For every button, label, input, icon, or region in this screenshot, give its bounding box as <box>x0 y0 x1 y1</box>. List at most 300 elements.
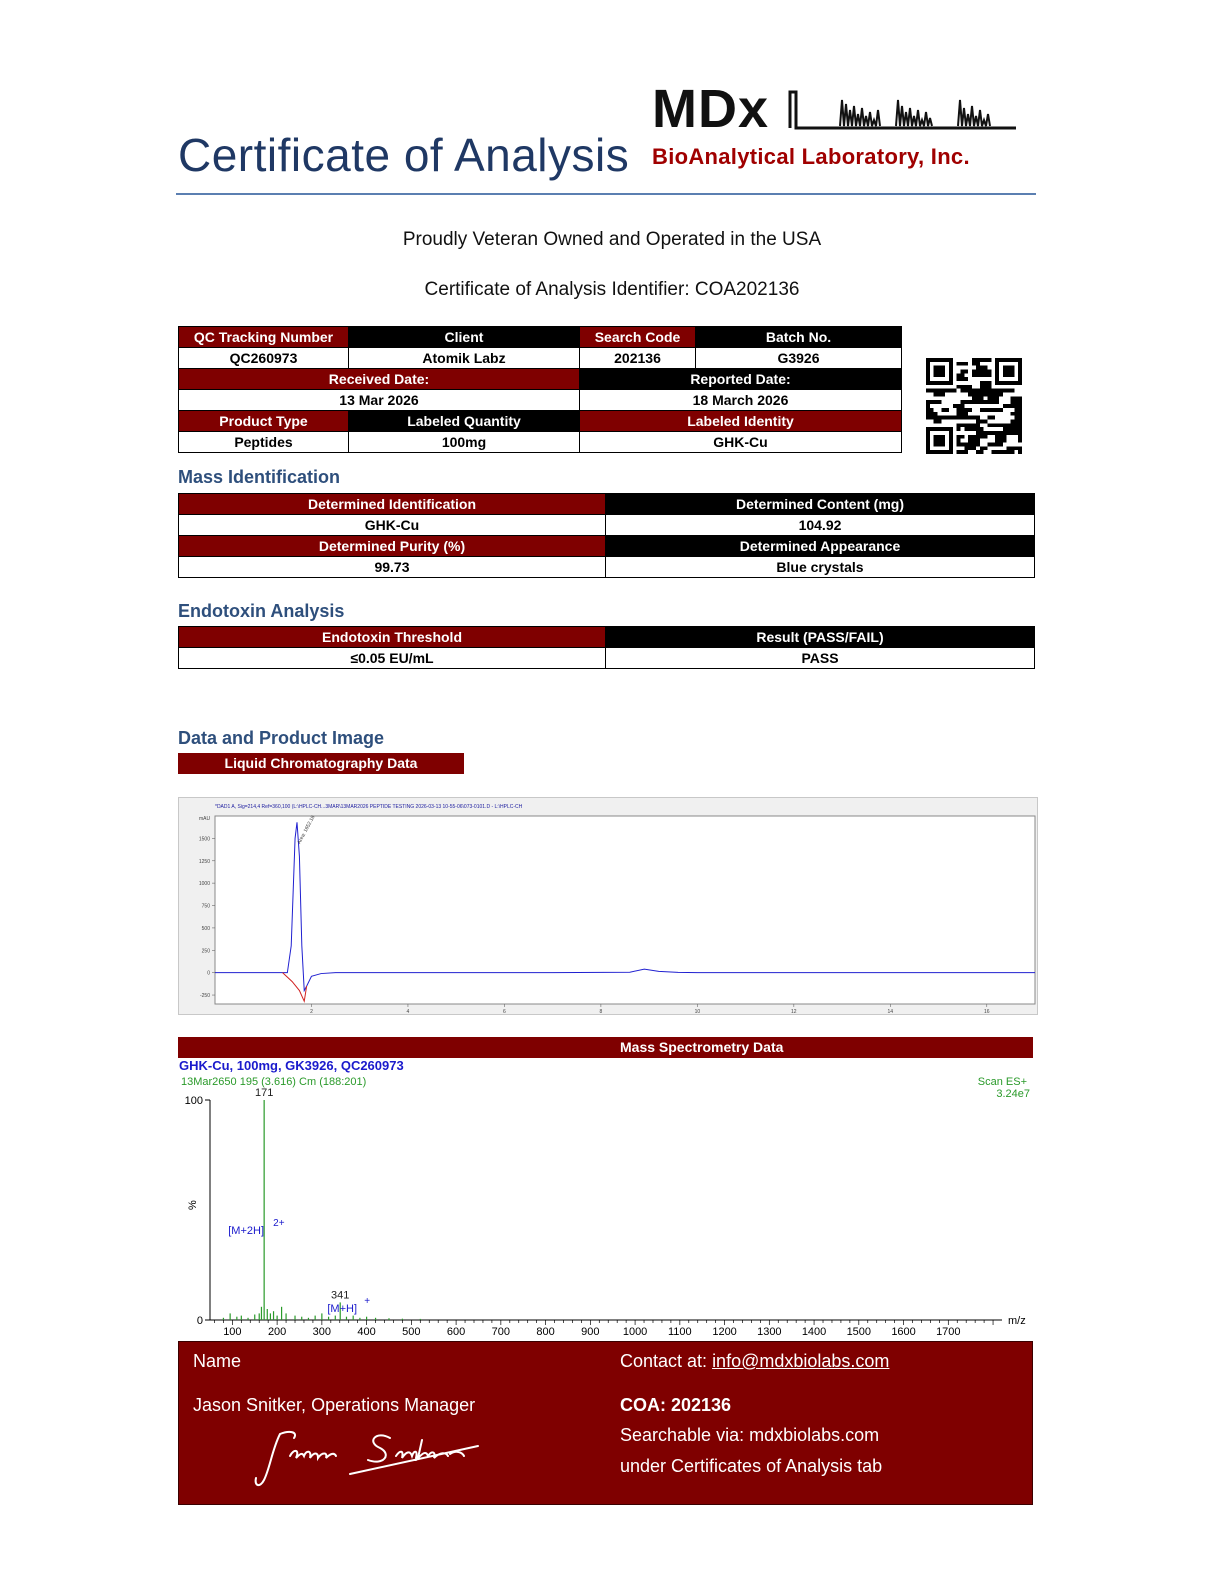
qr-module <box>957 416 961 420</box>
qr-module <box>991 416 995 420</box>
qr-module <box>999 393 1003 397</box>
qr-module <box>972 400 976 404</box>
qr-module <box>964 446 968 450</box>
qr-module <box>1018 408 1022 412</box>
qr-module <box>1018 412 1022 416</box>
qr-finder-inner <box>934 366 946 378</box>
qr-module <box>991 423 995 427</box>
qr-module <box>984 370 988 374</box>
qr-module <box>964 427 968 431</box>
qr-module <box>1007 450 1011 454</box>
labeled-identity-value: GHK-Cu <box>580 432 902 453</box>
qr-module <box>926 400 930 404</box>
endotoxin-result-header: Result (PASS/FAIL) <box>606 627 1035 648</box>
ms-x-tick-label: 1400 <box>801 1326 827 1338</box>
qr-module <box>995 450 999 454</box>
determined-content-value: 104.92 <box>606 515 1035 536</box>
qr-module <box>964 408 968 412</box>
lc-x-tick-label: 12 <box>791 1009 797 1015</box>
qr-module <box>957 439 961 443</box>
signatory-name: Jason Snitker, Operations Manager <box>193 1395 476 1415</box>
qr-module <box>984 393 988 397</box>
ms-x-tick-label: 1700 <box>936 1326 961 1338</box>
endotoxin-threshold-header: Endotoxin Threshold <box>179 627 606 648</box>
qr-module <box>957 442 961 446</box>
qr-module <box>991 431 995 435</box>
qr-module <box>961 389 965 393</box>
lc-x-tick-label: 4 <box>406 1009 410 1015</box>
ms-y-tick-label: 0 <box>196 1315 203 1327</box>
qr-module <box>972 396 976 400</box>
certificates-tab-line: under Certificates of Analysis tab <box>620 1456 883 1476</box>
qr-module <box>972 393 976 397</box>
qr-module <box>999 389 1003 393</box>
qr-module <box>987 370 991 374</box>
batch-header: Batch No. <box>696 327 902 348</box>
ms-x-tick-label: 800 <box>536 1326 555 1338</box>
qr-module <box>972 423 976 427</box>
qr-module <box>964 385 968 389</box>
ms-x-tick-label: 1600 <box>891 1326 916 1338</box>
qr-module <box>953 404 957 408</box>
qr-module <box>972 373 976 377</box>
qr-module <box>1018 400 1022 404</box>
ms-header-bar <box>178 1037 1033 1058</box>
qr-module <box>991 400 995 404</box>
ms-x-tick-label: 600 <box>446 1326 466 1338</box>
qr-module <box>995 408 999 412</box>
mass-spectrum-chart <box>178 1058 1033 1340</box>
qr-module <box>961 362 965 366</box>
qr-module <box>972 416 976 420</box>
qr-module <box>930 416 934 420</box>
qr-module <box>1018 423 1022 427</box>
qr-module <box>964 389 968 393</box>
ms-peak-label: 341 <box>331 1289 350 1302</box>
qr-module <box>987 358 991 362</box>
client-value: Atomik Labz <box>349 348 580 369</box>
qr-module <box>1003 427 1007 431</box>
qr-module <box>941 416 945 420</box>
qr-module <box>1014 416 1018 420</box>
qr-module <box>976 442 980 446</box>
qr-module <box>957 404 961 408</box>
qr-module <box>961 408 965 412</box>
search-code-value: 202136 <box>580 348 696 369</box>
qr-module <box>961 416 965 420</box>
qr-module <box>1018 427 1022 431</box>
lc-x-tick-label: 16 <box>983 1009 990 1015</box>
qr-module <box>999 408 1003 412</box>
qr-module <box>976 389 980 393</box>
qr-module <box>957 373 961 377</box>
qr-module <box>957 435 961 439</box>
ms-x-tick-label: 1500 <box>846 1326 872 1338</box>
contact-email-link[interactable]: info@mdxbiolabs.com <box>712 1351 890 1371</box>
received-date-value: 13 Mar 2026 <box>179 390 580 411</box>
qc-info-table <box>178 326 902 453</box>
product-type-value: Peptides <box>179 432 349 453</box>
qr-module <box>968 416 972 420</box>
qr-module <box>972 358 976 362</box>
qr-module <box>984 373 988 377</box>
qr-module <box>995 400 999 404</box>
qr-module <box>999 435 1003 439</box>
qr-module <box>964 416 968 420</box>
qr-module <box>991 393 995 397</box>
company-name: BioAnalytical Laboratory, Inc. <box>652 144 970 169</box>
lc-chromatogram-chart <box>178 797 1038 1015</box>
mass-identification-table <box>178 493 1035 578</box>
coa-number: COA: 202136 <box>620 1395 732 1415</box>
qr-module <box>991 396 995 400</box>
qr-module <box>1014 431 1018 435</box>
qr-module <box>995 389 999 393</box>
ms-ion-label: [M+2H] <box>228 1225 265 1237</box>
qr-module <box>980 446 984 450</box>
qr-finder-inner <box>934 435 946 447</box>
qc-tracking-value: QC260973 <box>179 348 349 369</box>
determined-identification-value: GHK-Cu <box>179 515 606 536</box>
ms-y-axis-label: % <box>187 1200 199 1210</box>
document-title: Certificate of Analysis <box>178 129 630 181</box>
qr-module <box>987 442 991 446</box>
ms-x-tick-label: 1200 <box>712 1326 737 1338</box>
qr-module <box>930 400 934 404</box>
qr-module <box>1007 431 1011 435</box>
qr-module <box>964 377 968 381</box>
qr-module <box>934 400 938 404</box>
lc-peak-area-label: Area: 1652.18 <box>296 814 317 846</box>
qr-module <box>980 427 984 431</box>
qr-module <box>1010 423 1014 427</box>
qr-module <box>1014 408 1018 412</box>
qr-module <box>976 373 980 377</box>
qr-module <box>987 400 991 404</box>
lc-x-tick-label: 14 <box>887 1009 894 1015</box>
qr-module <box>987 423 991 427</box>
data-section-heading: Data and Product Image <box>178 728 385 748</box>
qr-module <box>976 370 980 374</box>
lc-y-tick-label: 1000 <box>198 881 210 888</box>
ms-y-tick-label: 100 <box>184 1095 203 1107</box>
qr-module <box>972 370 976 374</box>
qr-module <box>941 389 945 393</box>
labeled-quantity-header: Labeled Quantity <box>349 411 580 432</box>
qr-module <box>995 439 999 443</box>
qr-module <box>964 450 968 454</box>
qr-module <box>1010 427 1014 431</box>
handwritten-signature <box>250 1420 490 1492</box>
reported-date-value: 18 March 2026 <box>580 390 902 411</box>
qr-module <box>968 408 972 412</box>
determined-identification-header: Determined Identification <box>179 494 606 515</box>
qr-module <box>972 427 976 431</box>
qr-module <box>1018 439 1022 443</box>
qr-module <box>980 370 984 374</box>
qr-module <box>1014 400 1018 404</box>
product-type-header: Product Type <box>179 411 349 432</box>
lc-y-tick-label: 1500 <box>198 836 210 843</box>
qr-module <box>991 442 995 446</box>
company-logo-text: MDx <box>652 79 770 139</box>
qr-module <box>987 416 991 420</box>
qr-module <box>1014 423 1018 427</box>
endotoxin-threshold-value: ≤0.05 EU/mL <box>179 648 606 669</box>
qr-module <box>995 442 999 446</box>
qr-module <box>934 389 938 393</box>
qr-module <box>938 393 942 397</box>
ms-ion-charge: 2+ <box>273 1218 285 1229</box>
qr-module <box>984 419 988 423</box>
ms-x-tick-label: 100 <box>223 1326 242 1338</box>
determined-content-header: Determined Content (mg) <box>606 494 1035 515</box>
qr-module <box>987 381 991 385</box>
qr-module <box>938 419 942 423</box>
qr-module <box>984 385 988 389</box>
qr-module <box>957 427 961 431</box>
logo-chromatogram-icon <box>788 86 1020 136</box>
qr-module <box>968 423 972 427</box>
qr-code-icon <box>926 358 1022 454</box>
qr-module <box>976 366 980 370</box>
qr-module <box>961 450 965 454</box>
batch-value: G3926 <box>696 348 902 369</box>
endotoxin-result-value: PASS <box>606 648 1035 669</box>
determined-purity-value: 99.73 <box>179 557 606 578</box>
qr-module <box>1010 446 1014 450</box>
qr-module <box>961 412 965 416</box>
qr-module <box>1010 389 1014 393</box>
ms-x-tick-label: 400 <box>357 1326 376 1338</box>
qr-module <box>976 400 980 404</box>
lc-y-tick-label: 1250 <box>198 858 210 865</box>
qr-module <box>1010 396 1014 400</box>
ms-x-tick-label: 1300 <box>757 1326 782 1338</box>
qr-module <box>961 385 965 389</box>
qr-module <box>980 435 984 439</box>
labeled-identity-header: Labeled Identity <box>580 411 902 432</box>
qr-module <box>953 416 957 420</box>
ms-ion-label: [M+H] <box>327 1303 358 1315</box>
qr-module <box>980 396 984 400</box>
qr-module <box>987 431 991 435</box>
qr-module <box>930 408 934 412</box>
qr-module <box>976 439 980 443</box>
qr-module <box>1014 427 1018 431</box>
qr-module <box>941 393 945 397</box>
lc-y-tick-label: 750 <box>201 903 210 910</box>
qr-module <box>987 389 991 393</box>
qr-module <box>949 389 953 393</box>
lc-x-tick-label: 8 <box>599 1009 603 1015</box>
qr-module <box>987 396 991 400</box>
qr-module <box>976 419 980 423</box>
ms-x-tick-label: 500 <box>402 1326 421 1338</box>
qr-module <box>957 362 961 366</box>
qr-module <box>1003 435 1007 439</box>
name-label: Name <box>193 1351 242 1371</box>
qr-module <box>995 423 999 427</box>
lc-y-tick-label: -250 <box>199 993 210 1000</box>
qr-module <box>964 412 968 416</box>
qr-module <box>957 423 961 427</box>
qr-module <box>1007 404 1011 408</box>
lc-y-unit: mAU <box>199 816 211 822</box>
qr-module <box>964 370 968 374</box>
qr-module <box>980 408 984 412</box>
qr-module <box>968 435 972 439</box>
qr-module <box>1018 419 1022 423</box>
qr-module <box>972 362 976 366</box>
search-code-header: Search Code <box>580 327 696 348</box>
qr-finder-inner <box>1003 366 1015 378</box>
qr-module <box>968 393 972 397</box>
qr-module <box>957 412 961 416</box>
lc-chart-title: *DAD1 A, Sig=214,4 Ref=360,100 (L:\HPLC-CH...3MAR\13MAR2026 PEPTIDE TESTING 2026-03-13 10-55-06\073-0101.D - L:\HPLC-CH <box>215 804 523 810</box>
qr-module <box>980 393 984 397</box>
qr-module <box>976 393 980 397</box>
qr-module <box>964 442 968 446</box>
qr-module <box>991 389 995 393</box>
qr-module <box>972 389 976 393</box>
qr-module <box>972 435 976 439</box>
ms-intensity: 3.24e7 <box>996 1088 1030 1100</box>
qr-module <box>1003 404 1007 408</box>
coa-identifier: Certificate of Analysis Identifier: COA202136 <box>424 279 800 300</box>
qr-module <box>1018 396 1022 400</box>
reported-date-header: Reported Date: <box>580 369 902 390</box>
ms-chart-title: GHK-Cu, 100mg, GK3926, QC260973 <box>179 1058 404 1073</box>
qr-module <box>949 416 953 420</box>
qr-module <box>972 439 976 443</box>
lc-y-tick-label: 250 <box>201 948 210 955</box>
qr-module <box>961 370 965 374</box>
ms-x-tick-label: 1000 <box>622 1326 648 1338</box>
qr-module <box>980 431 984 435</box>
qr-module <box>1010 412 1014 416</box>
qr-module <box>968 427 972 431</box>
qr-module <box>1007 423 1011 427</box>
ms-x-tick-label: 900 <box>581 1326 600 1338</box>
qr-module <box>968 385 972 389</box>
endotoxin-heading: Endotoxin Analysis <box>178 601 345 621</box>
qr-module <box>976 427 980 431</box>
qr-module <box>938 400 942 404</box>
qr-module <box>957 450 961 454</box>
qr-module <box>1018 446 1022 450</box>
qr-module <box>930 389 934 393</box>
qr-module <box>972 442 976 446</box>
lc-x-tick-label: 6 <box>503 1009 506 1015</box>
qr-module <box>1010 431 1014 435</box>
qr-module <box>999 439 1003 443</box>
qr-module <box>980 373 984 377</box>
qr-module <box>976 358 980 362</box>
qr-module <box>1010 404 1014 408</box>
qr-module <box>961 400 965 404</box>
qr-module <box>968 446 972 450</box>
ms-ion-charge: + <box>364 1296 371 1307</box>
qr-module <box>1018 450 1022 454</box>
qr-module <box>964 423 968 427</box>
mass-identification-heading: Mass Identification <box>178 467 341 487</box>
qr-module <box>980 400 984 404</box>
qr-module <box>1014 412 1018 416</box>
qr-module <box>980 358 984 362</box>
qr-module <box>984 366 988 370</box>
qr-module <box>1010 419 1014 423</box>
qr-module <box>1007 446 1011 450</box>
qr-module <box>934 419 938 423</box>
qr-module <box>968 400 972 404</box>
qr-module <box>930 412 934 416</box>
qr-module <box>961 377 965 381</box>
qr-module <box>945 408 949 412</box>
qr-module <box>945 416 949 420</box>
qr-module <box>987 408 991 412</box>
qr-module <box>945 389 949 393</box>
qr-module <box>995 435 999 439</box>
qr-module <box>984 446 988 450</box>
qr-module <box>999 423 1003 427</box>
ms-x-axis-label: m/z <box>1008 1315 1026 1327</box>
contact-line <box>620 1351 889 1372</box>
qr-module <box>1018 404 1022 408</box>
endotoxin-table <box>178 626 1035 669</box>
lc-y-tick-label: 0 <box>207 970 210 977</box>
qr-module <box>1003 423 1007 427</box>
ms-x-tick-label: 700 <box>491 1326 511 1338</box>
lc-x-tick-label: 2 <box>310 1009 313 1015</box>
searchable-line: Searchable via: mdxbiolabs.com <box>620 1425 880 1445</box>
received-date-header: Received Date: <box>179 369 580 390</box>
qr-module <box>1014 446 1018 450</box>
qr-module <box>953 389 957 393</box>
qr-module <box>980 450 984 454</box>
qr-module <box>961 373 965 377</box>
qr-module <box>984 435 988 439</box>
determined-purity-header: Determined Purity (%) <box>179 536 606 557</box>
qr-module <box>1018 416 1022 420</box>
qr-module <box>957 377 961 381</box>
qr-module <box>934 393 938 397</box>
qr-module <box>957 385 961 389</box>
qr-module <box>938 389 942 393</box>
qr-module <box>1003 439 1007 443</box>
qr-module <box>999 442 1003 446</box>
qr-module <box>968 442 972 446</box>
qr-module <box>1010 450 1014 454</box>
qr-module <box>995 431 999 435</box>
lc-plot-area <box>215 816 1035 1004</box>
header-divider <box>176 193 1036 195</box>
qr-module <box>976 450 980 454</box>
labeled-quantity-value: 100mg <box>349 432 580 453</box>
qr-module <box>968 389 972 393</box>
qr-module <box>987 373 991 377</box>
qr-module <box>976 416 980 420</box>
qr-module <box>926 416 930 420</box>
qr-module <box>980 385 984 389</box>
qr-module <box>1007 427 1011 431</box>
ms-chart-subtitle: 13Mar2650 195 (3.616) Cm (188:201) <box>181 1076 367 1088</box>
qr-module <box>980 419 984 423</box>
qr-module <box>991 408 995 412</box>
qr-module <box>961 423 965 427</box>
qr-module <box>968 439 972 443</box>
qr-module <box>976 431 980 435</box>
